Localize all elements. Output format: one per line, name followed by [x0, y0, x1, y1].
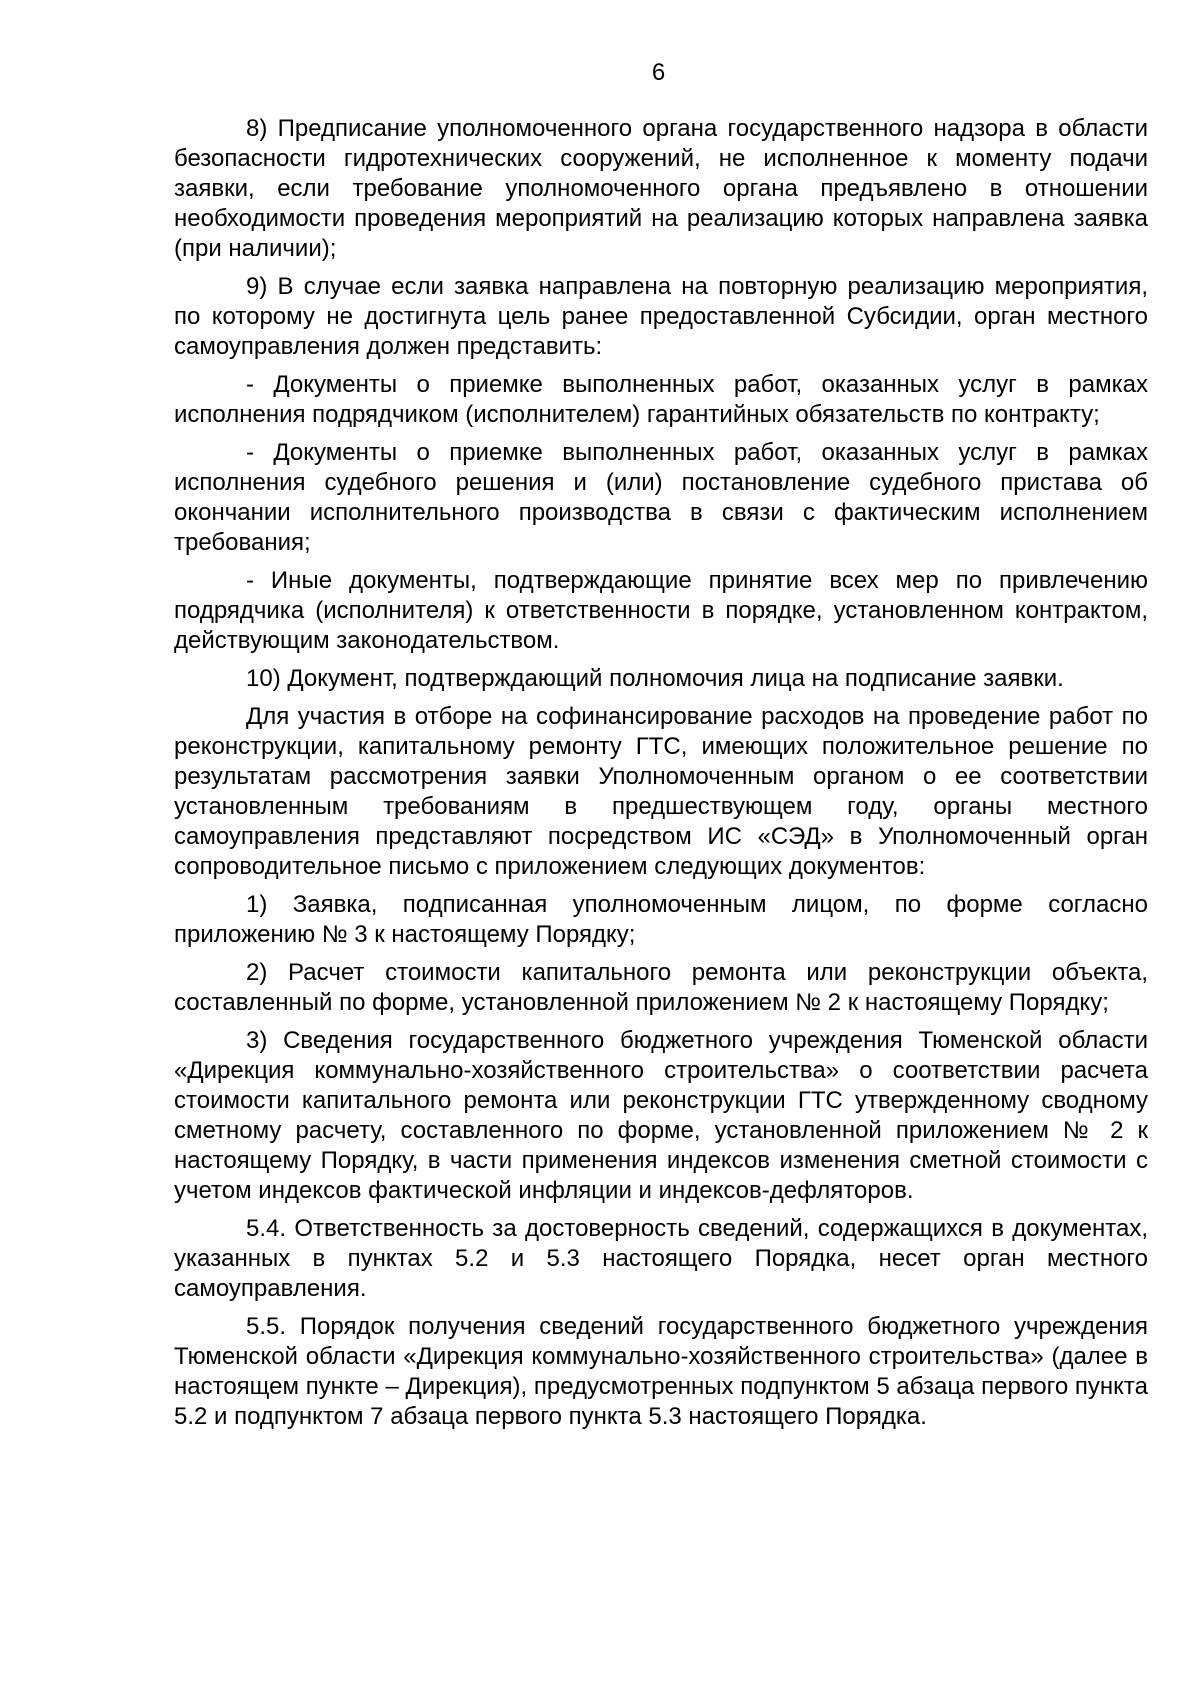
- paragraph-list-item-1: 1) Заявка, подписанная уполномоченным лицом, по форме согласно приложению № 3 к настоящему Порядку;: [174, 891, 1148, 948]
- paragraph-list-item-3: 3) Сведения государственного бюджетного учреждения Тюменской области «Дирекция коммунально-хозяйственного строительства» о соответствии расчета стоимости капитального ремонта или реконструкции ГТС утвержденному сводному сметному расчету, составленного по форме, установленной приложением № 2 к настоящему Порядку, в части применения индексов изменения сметной стоимости с учетом индексов фактической инфляции и индексов-дефляторов.: [174, 1027, 1148, 1204]
- paragraph-dash-warranty-docs: - Документы о приемке выполненных работ, оказанных услуг в рамках исполнения подрядчиком (исполнителем) гарантийных обязательств по контракту;: [174, 371, 1148, 428]
- document-body: [174, 114, 1148, 1440]
- paragraph-item-10: 10) Документ, подтверждающий полномочия лица на подписание заявки.: [246, 665, 1064, 692]
- paragraph-dash-other-docs: - Иные документы, подтверждающие принятие всех мер по привлечению подрядчика (исполнителя) к ответственности в порядке, установленном контрактом, действующим законодательством.: [174, 567, 1148, 654]
- paragraph-section-5-5: 5.5. Порядок получения сведений государственного бюджетного учреждения Тюменской области «Дирекция коммунально-хозяйственного строительства» (далее в настоящем пункте – Дирекция), предусмотренных подпунктом 5 абзаца первого пункта 5.2 и подпунктом 7 абзаца первого пункта 5.3 настоящего Порядка.: [174, 1313, 1148, 1430]
- page-number: 6: [651, 59, 666, 86]
- paragraph-list-item-2: 2) Расчет стоимости капитального ремонта или реконструкции объекта, составленный по форме, установленной приложением № 2 к настоящему Порядку;: [174, 959, 1148, 1016]
- paragraph-dash-court-docs: - Документы о приемке выполненных работ, оказанных услуг в рамках исполнения судебного решения и (или) постановление судебного пристава об окончании исполнительного производства в связи с фактическим исполнением требования;: [174, 439, 1148, 556]
- paragraph-section-5-4: 5.4. Ответственность за достоверность сведений, содержащихся в документах, указанных в пунктах 5.2 и 5.3 настоящего Порядка, несет орган местного самоуправления.: [174, 1215, 1148, 1302]
- paragraph-cofinancing-intro: Для участия в отборе на софинансирование расходов на проведение работ по реконструкции, капитальному ремонту ГТС, имеющих положительное решение по результатам рассмотрения заявки Уполномоченным органом о ее соответствии установленным требованиям в предшествующем году, органы местного самоуправления представляют посредством ИС «СЭД» в Уполномоченный орган сопроводительное письмо с приложением следующих документов:: [174, 703, 1148, 880]
- paragraph-item-8: 8) Предписание уполномоченного органа государственного надзора в области безопасности гидротехнических сооружений, не исполненное к моменту подачи заявки, если требование уполномоченного органа предъявлено в отношении необходимости проведения мероприятий на реализацию которых направлена заявка (при наличии);: [174, 115, 1148, 262]
- paragraph-item-9: 9) В случае если заявка направлена на повторную реализацию мероприятия, по которому не достигнута цель ранее предоставленной Субсидии, орган местного самоуправления должен представить:: [174, 273, 1148, 360]
